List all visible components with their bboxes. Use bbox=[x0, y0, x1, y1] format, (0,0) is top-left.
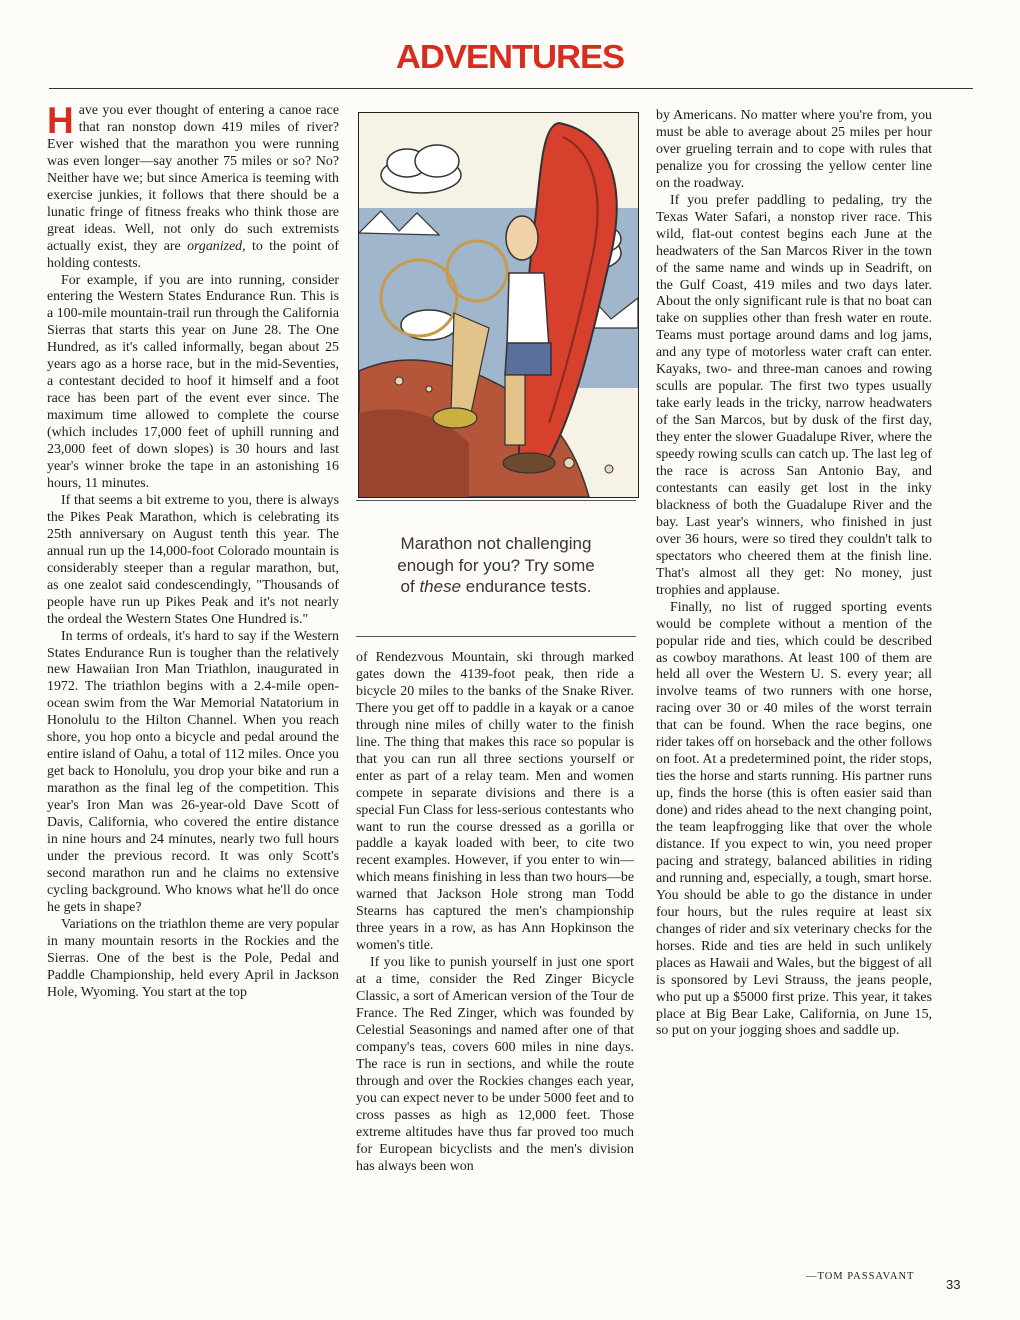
section-title: ADVENTURES bbox=[395, 38, 625, 75]
caption-line: enough for you? Try some bbox=[397, 555, 595, 575]
header-rule bbox=[49, 88, 973, 89]
section-header bbox=[0, 38, 1020, 76]
paragraph: In terms of ordeals, it's hard to say if the Western States Endurance Run is tougher than the relatively new Hawaiian Iron Man Triathlon, inaugurated in 1972. The triathlon begins with a 2.4-mile open-ocean swim from the War Memorial Natatorium in Honolulu to the Hilton Channel. When you reach shore, you hop onto a bicycle and pedal around the entire island of Oahu, a total of 112 miles. Once you get back to Honolulu, you drop your bike and run a marathon as the final leg of the competition. This year's Iron Man was 26-year-old Dave Scott of Davis, California, who covered the entire distance in nine hours and 24 minutes, nearly two full hours under the previous record. It was only Scott's second marathon run and he claims no extensive cycling background. Who knows what he'll do once he gets in shape? bbox=[47, 628, 339, 915]
caption-emphasis: these bbox=[419, 577, 462, 596]
paragraph: If that seems a bit extreme to you, there is always the Pikes Peak Marathon, which is celebrating its 25th anniversary on August tenth this year. The annual run up the 14,000-foot Colorado mountain is considerably steeper than a regular marathon, but, as one zealot said condescendingly, "Thousands of people have run up Pikes Peak and it's not nearly the ordeal the Western States One Hundred is." bbox=[47, 492, 339, 627]
article-column-2 bbox=[356, 650, 634, 1176]
paragraph: If you prefer paddling to pedaling, try the Texas Water Safari, a nonstop river race. This wild, flat-out contest begins each June at the headwaters of the San Marcos River in the town of the same name and winds up in Seadrift, on the Gulf Coast, 419 miles and two days later. About the only significant rule is that no boat can take on supplies other than fresh water en route. Teams must portage around dams and log jams, and any type of motorless water craft can enter. Kayaks, two- and three-man canoes and rowing sculls are popular. The first two types usually take early leads in the tricky, narrow headwaters of the San Marcos, but by dusk of the first day, they enter the slower Guadalupe River, where the speedy rowing sculls can catch up. The last leg of the race is across San Antonio Bay, and contestants can easily get lost in the inky blackness of both the Guadalupe River and the bay. Last year's winners, who finished in just over 36 hours, were so tired they couldn't talk to spectators who cheered them at the finish line. That's almost all they get: No money, just trophies and applause. bbox=[656, 192, 932, 598]
article-column-1 bbox=[47, 100, 339, 1002]
paragraph-text: , to the point of holding contests. bbox=[47, 238, 339, 271]
paragraph: Variations on the triathlon theme are very popular in many mountain resorts in the Rockies and the Sierras. One of the best is the Pole, Pedal and Paddle Championship, held every April in Jackson Hole, Wyoming. You start at the top bbox=[47, 916, 339, 1000]
emphasis-text: organized bbox=[187, 238, 243, 254]
caption-text: endurance tests. bbox=[461, 577, 592, 596]
article-column-3 bbox=[656, 108, 932, 1040]
illustration-rule bbox=[356, 500, 636, 501]
paragraph: Finally, no list of rugged sporting events would be complete without a mention of the popular ride and ties, which could be described as cowboy marathons. At least 100 of them are held all over the Western U. S. every year; all involve teams of two runners with one horse, racing over 30 or 40 miles of the worst terrain that can be found. When the race begins, one rider takes off on horseback and the other follows on foot. At a predetermined point, the rider stops, ties the horse and starts running. His partner runs up, finds the horse (this is often easier said than done) and rides ahead to the next changing point, the team leapfrogging like that over the whole distance. If you expect to win, you need proper pacing and strategy, balanced abilities in riding and running and, especially, a tough, smart horse. You should be able to go the distance in under four hours, but the rules require at least six changes of rider and six veterinary checks for the horses. Ride and ties are held in such unlikely places as Hawaii and Wales, but the biggest of all is sponsored by Levi Strauss, the jeans people, who put up a $5000 first prize. This year, it takes place at Big Bear Lake, California, on June 15, so put on your jogging shoes and saddle up. bbox=[656, 599, 932, 1039]
canoe-bicycle-athlete-image bbox=[359, 113, 638, 497]
paragraph: by Americans. No matter where you're from, you must be able to average about 25 miles per hour over grueling terrain and to cope with rules that penalize you for crossing the yellow center line on the roadway. bbox=[656, 108, 932, 191]
caption-rule bbox=[356, 636, 636, 637]
page-number: 33 bbox=[946, 1277, 961, 1292]
paragraph-text: ave you ever thought of entering a canoe race that ran nonstop down 419 miles of river? Ever wished that the marathon you were running was even longer—say another 75 miles or so? No? Neither have we; but since America is teeming with exercise junkies, it follows that there should be a lunatic fringe of fitness freaks who think those are great ideas. Well, not only do such extremists actually exist, they are bbox=[47, 103, 339, 254]
illustration-caption bbox=[356, 533, 636, 598]
paragraph: If you like to punish yourself in just one sport at a time, consider the Red Zinger Bicycle Classic, a sort of American version of the Tour de France. The Red Zinger, which was founded by Celestial Seasonings and named after one of that company's teas, covers 600 miles in nine days. The race is run in sections, and while the route through and over the Rockies changes each year, you can expect never to be under 5000 feet and to cross passes as high as 12,000 feet. Those extreme altitudes have thus far proved too much for European bicyclists and the men's division has always been won bbox=[356, 955, 634, 1174]
caption-text: of bbox=[400, 577, 420, 596]
caption-line: Marathon not challenging bbox=[400, 534, 592, 553]
author-byline: —TOM PASSAVANT bbox=[806, 1271, 915, 1282]
drop-cap: H bbox=[47, 100, 74, 141]
cartoon-illustration bbox=[358, 112, 639, 498]
paragraph: For example, if you are into running, consider entering the Western States Endurance Run. This is a 100-mile mountain-trail run through the California Sierras that starts this year on June 28. The One Hundred, as it's called informally, began about 25 years ago as a horse race, but in the mid-Seventies, a contestant decided to hoof it himself and a foot race has been part of the event ever since. The maximum time allowed to complete the course (which includes 17,000 feet of uphill running and 23,000 feet of down slopes) is 30 hours and last year's winner broke the tape in an astonishing 16 hours, 11 minutes. bbox=[47, 272, 339, 491]
paragraph: of Rendezvous Mountain, ski through marked gates down the 4139-foot peak, then ride a bicycle 20 miles to the banks of the Snake River. There you get off to paddle in a kayak or a canoe through nine miles of chilly water to the finish line. The thing that makes this race so popular is that you can run all three sections yourself or enter as part of a relay team. Men and women compete in separate divisions and there is a special Fun Class for less-serious contestants who want to run the course dressed as a gorilla or paddle a kayak loaded with beer, to cite two recent examples. However, if you enter to win—which means finishing in less than two hours—be warned that Jackson Hole strong man Todd Stearns has captured the men's championship three years in a row, as has Ann Hopkinson the women's title. bbox=[356, 650, 634, 954]
paragraph bbox=[47, 100, 339, 273]
caption-line bbox=[356, 576, 636, 598]
